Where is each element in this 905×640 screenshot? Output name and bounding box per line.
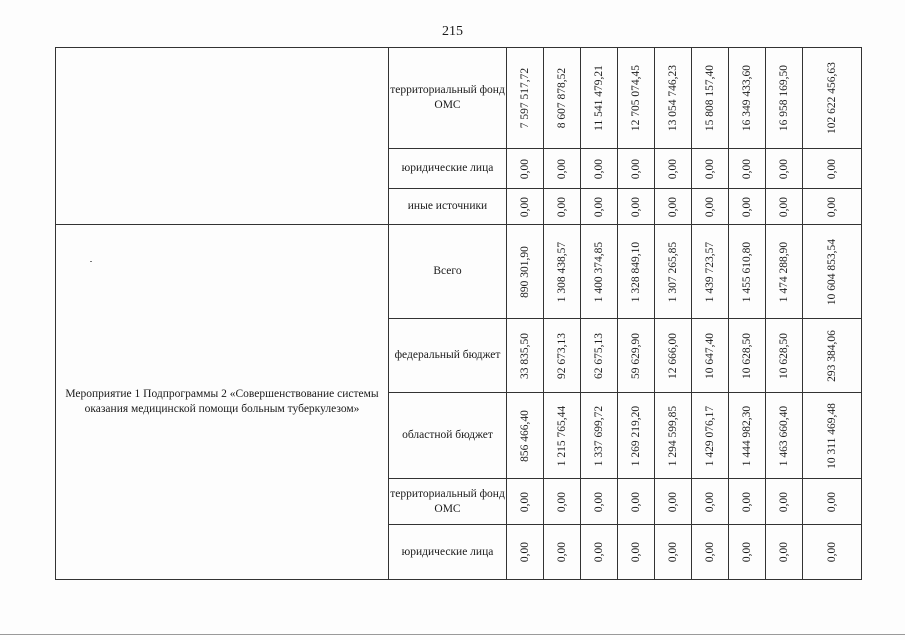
value-cell [729,225,766,319]
value-text: 16 349 433,60 [741,64,753,132]
value-text: 1 308 438,57 [556,241,568,302]
funding-table [55,47,862,580]
value-cell [729,319,766,393]
value-text: 1 429 076,17 [704,405,716,466]
value-text: 0,00 [778,541,790,563]
value-cell [544,319,581,393]
value-cell [692,48,729,149]
value-text: 0,00 [556,491,568,512]
page-number: 215 [442,24,463,39]
value-cell [729,149,766,189]
value-cell [544,149,581,189]
value-text: 1 307 265,85 [667,241,679,302]
value-text: 59 629,90 [630,332,642,379]
value-cell [544,479,581,525]
value-text: 33 835,50 [519,332,531,379]
value-cell [803,149,862,189]
value-text: 0,00 [826,196,838,217]
value-text: 0,00 [593,158,605,179]
value-cell [618,525,655,580]
value-cell [655,189,692,225]
value-text: 0,00 [630,158,642,179]
value-cell [803,189,862,225]
value-cell [581,479,618,525]
event-name-cell-empty [56,48,389,225]
value-cell [803,525,862,580]
value-text: 0,00 [826,491,838,512]
value-cell [544,189,581,225]
value-text: 0,00 [556,196,568,217]
value-cell [692,393,729,479]
value-text: 0,00 [519,491,531,512]
value-cell [507,149,544,189]
value-cell [507,225,544,319]
value-cell [544,525,581,580]
value-cell [766,525,803,580]
value-text: 0,00 [630,491,642,512]
value-text: 1 294 599,85 [667,405,679,466]
value-cell [544,48,581,149]
value-text: 0,00 [704,491,716,512]
value-cell [507,479,544,525]
value-text: 10 628,50 [741,332,753,379]
value-text: 15 808 157,40 [704,64,716,132]
value-text: 1 474 288,90 [778,241,790,302]
value-text: 1 269 219,20 [630,405,642,466]
value-cell [581,225,618,319]
value-text: 1 444 982,30 [741,405,753,466]
scan-speck [90,261,92,262]
value-cell [618,48,655,149]
value-cell [766,393,803,479]
value-cell [581,149,618,189]
value-cell [729,189,766,225]
value-text: 0,00 [667,541,679,563]
value-text: 7 597 517,72 [519,67,531,129]
funding-source-cell: иные источники [389,189,507,225]
value-text: 1 215 765,44 [556,405,568,466]
value-text: 0,00 [741,491,753,512]
value-cell [544,393,581,479]
value-text: 0,00 [519,541,531,563]
value-text: 0,00 [741,541,753,563]
value-text: 0,00 [741,196,753,217]
table-row [56,48,862,149]
value-cell [655,479,692,525]
value-cell [803,479,862,525]
value-text: 1 439 723,57 [704,241,716,302]
value-cell [655,319,692,393]
value-text: 0,00 [630,541,642,563]
value-cell [692,225,729,319]
value-cell [581,525,618,580]
value-text: 856 466,40 [519,409,531,462]
value-cell [803,319,862,393]
value-text: 11 541 479,21 [593,65,605,131]
value-text: 0,00 [778,158,790,179]
value-cell [618,149,655,189]
value-cell [766,479,803,525]
value-text: 10 647,40 [704,332,716,379]
value-cell [655,149,692,189]
value-cell [729,48,766,149]
value-cell [581,189,618,225]
value-text: 0,00 [519,196,531,217]
value-text: 890 301,90 [519,245,531,298]
value-cell [692,479,729,525]
value-text: 12 666,00 [667,332,679,379]
value-text: 10 604 853,54 [826,238,838,305]
value-text: 0,00 [826,158,838,179]
value-text: 0,00 [593,196,605,217]
value-cell [729,525,766,580]
value-text: 62 675,13 [593,332,605,379]
value-cell [507,319,544,393]
value-cell [803,393,862,479]
value-text: 0,00 [556,541,568,563]
value-cell [655,525,692,580]
value-cell [803,48,862,149]
value-cell [766,48,803,149]
value-cell [618,479,655,525]
value-cell [618,319,655,393]
value-cell [618,225,655,319]
value-text: 0,00 [630,196,642,217]
value-text: 1 400 374,85 [593,241,605,302]
value-text: 102 622 456,63 [826,62,838,134]
value-text: 92 673,13 [556,332,568,379]
value-cell [655,225,692,319]
value-cell [766,225,803,319]
value-text: 0,00 [704,196,716,217]
value-cell [507,525,544,580]
value-cell [581,48,618,149]
value-text: 0,00 [519,158,531,179]
value-text: 13 054 746,23 [667,64,679,132]
value-cell [618,189,655,225]
value-text: 0,00 [667,158,679,179]
value-text: 12 705 074,45 [630,64,642,132]
value-cell [692,189,729,225]
value-text: 0,00 [593,491,605,512]
value-text: 0,00 [556,158,568,179]
value-cell [803,225,862,319]
value-text: 1 337 699,72 [593,405,605,466]
value-text: 0,00 [778,196,790,217]
value-cell [729,479,766,525]
funding-source-cell: юридические лица [389,149,507,189]
value-cell [655,48,692,149]
value-text: 1 455 610,80 [741,241,753,302]
funding-source-cell: территориальный фонд ОМС [389,48,507,149]
value-cell [729,393,766,479]
value-text: 0,00 [826,541,838,563]
value-text: 0,00 [667,491,679,512]
value-text: 10 628,50 [778,332,790,379]
value-cell [581,319,618,393]
value-cell [692,525,729,580]
value-cell [766,319,803,393]
value-text: 0,00 [704,158,716,179]
value-text: 0,00 [593,541,605,563]
value-cell [581,393,618,479]
value-text: 0,00 [778,491,790,512]
value-text: 293 384,06 [826,329,838,382]
value-text: 10 311 469,48 [826,402,838,469]
value-text: 8 607 878,52 [556,67,568,129]
value-cell [507,48,544,149]
page-bottom-rule [0,634,905,635]
value-text: 16 958 169,50 [778,64,790,132]
value-cell [618,393,655,479]
funding-source-cell: областной бюджет [389,393,507,479]
value-text: 0,00 [741,158,753,179]
value-cell [507,189,544,225]
value-cell [692,149,729,189]
funding-source-cell: Всего [389,225,507,319]
table-row [56,225,862,319]
value-cell [544,225,581,319]
value-text: 1 328 849,10 [630,241,642,302]
value-text: 0,00 [667,196,679,217]
value-text: 0,00 [704,541,716,563]
value-cell [507,393,544,479]
funding-source-cell: юридические лица [389,525,507,580]
value-cell [766,149,803,189]
value-cell [766,189,803,225]
value-cell [655,393,692,479]
funding-source-cell: территориальный фонд ОМС [389,479,507,525]
value-cell [692,319,729,393]
event-name-cell: Мероприятие 1 Подпрограммы 2 «Совершенствование системы оказания медицинской помощи больным туберкулезом» [56,225,389,580]
value-text: 1 463 660,40 [778,405,790,466]
funding-source-cell: федеральный бюджет [389,319,507,393]
